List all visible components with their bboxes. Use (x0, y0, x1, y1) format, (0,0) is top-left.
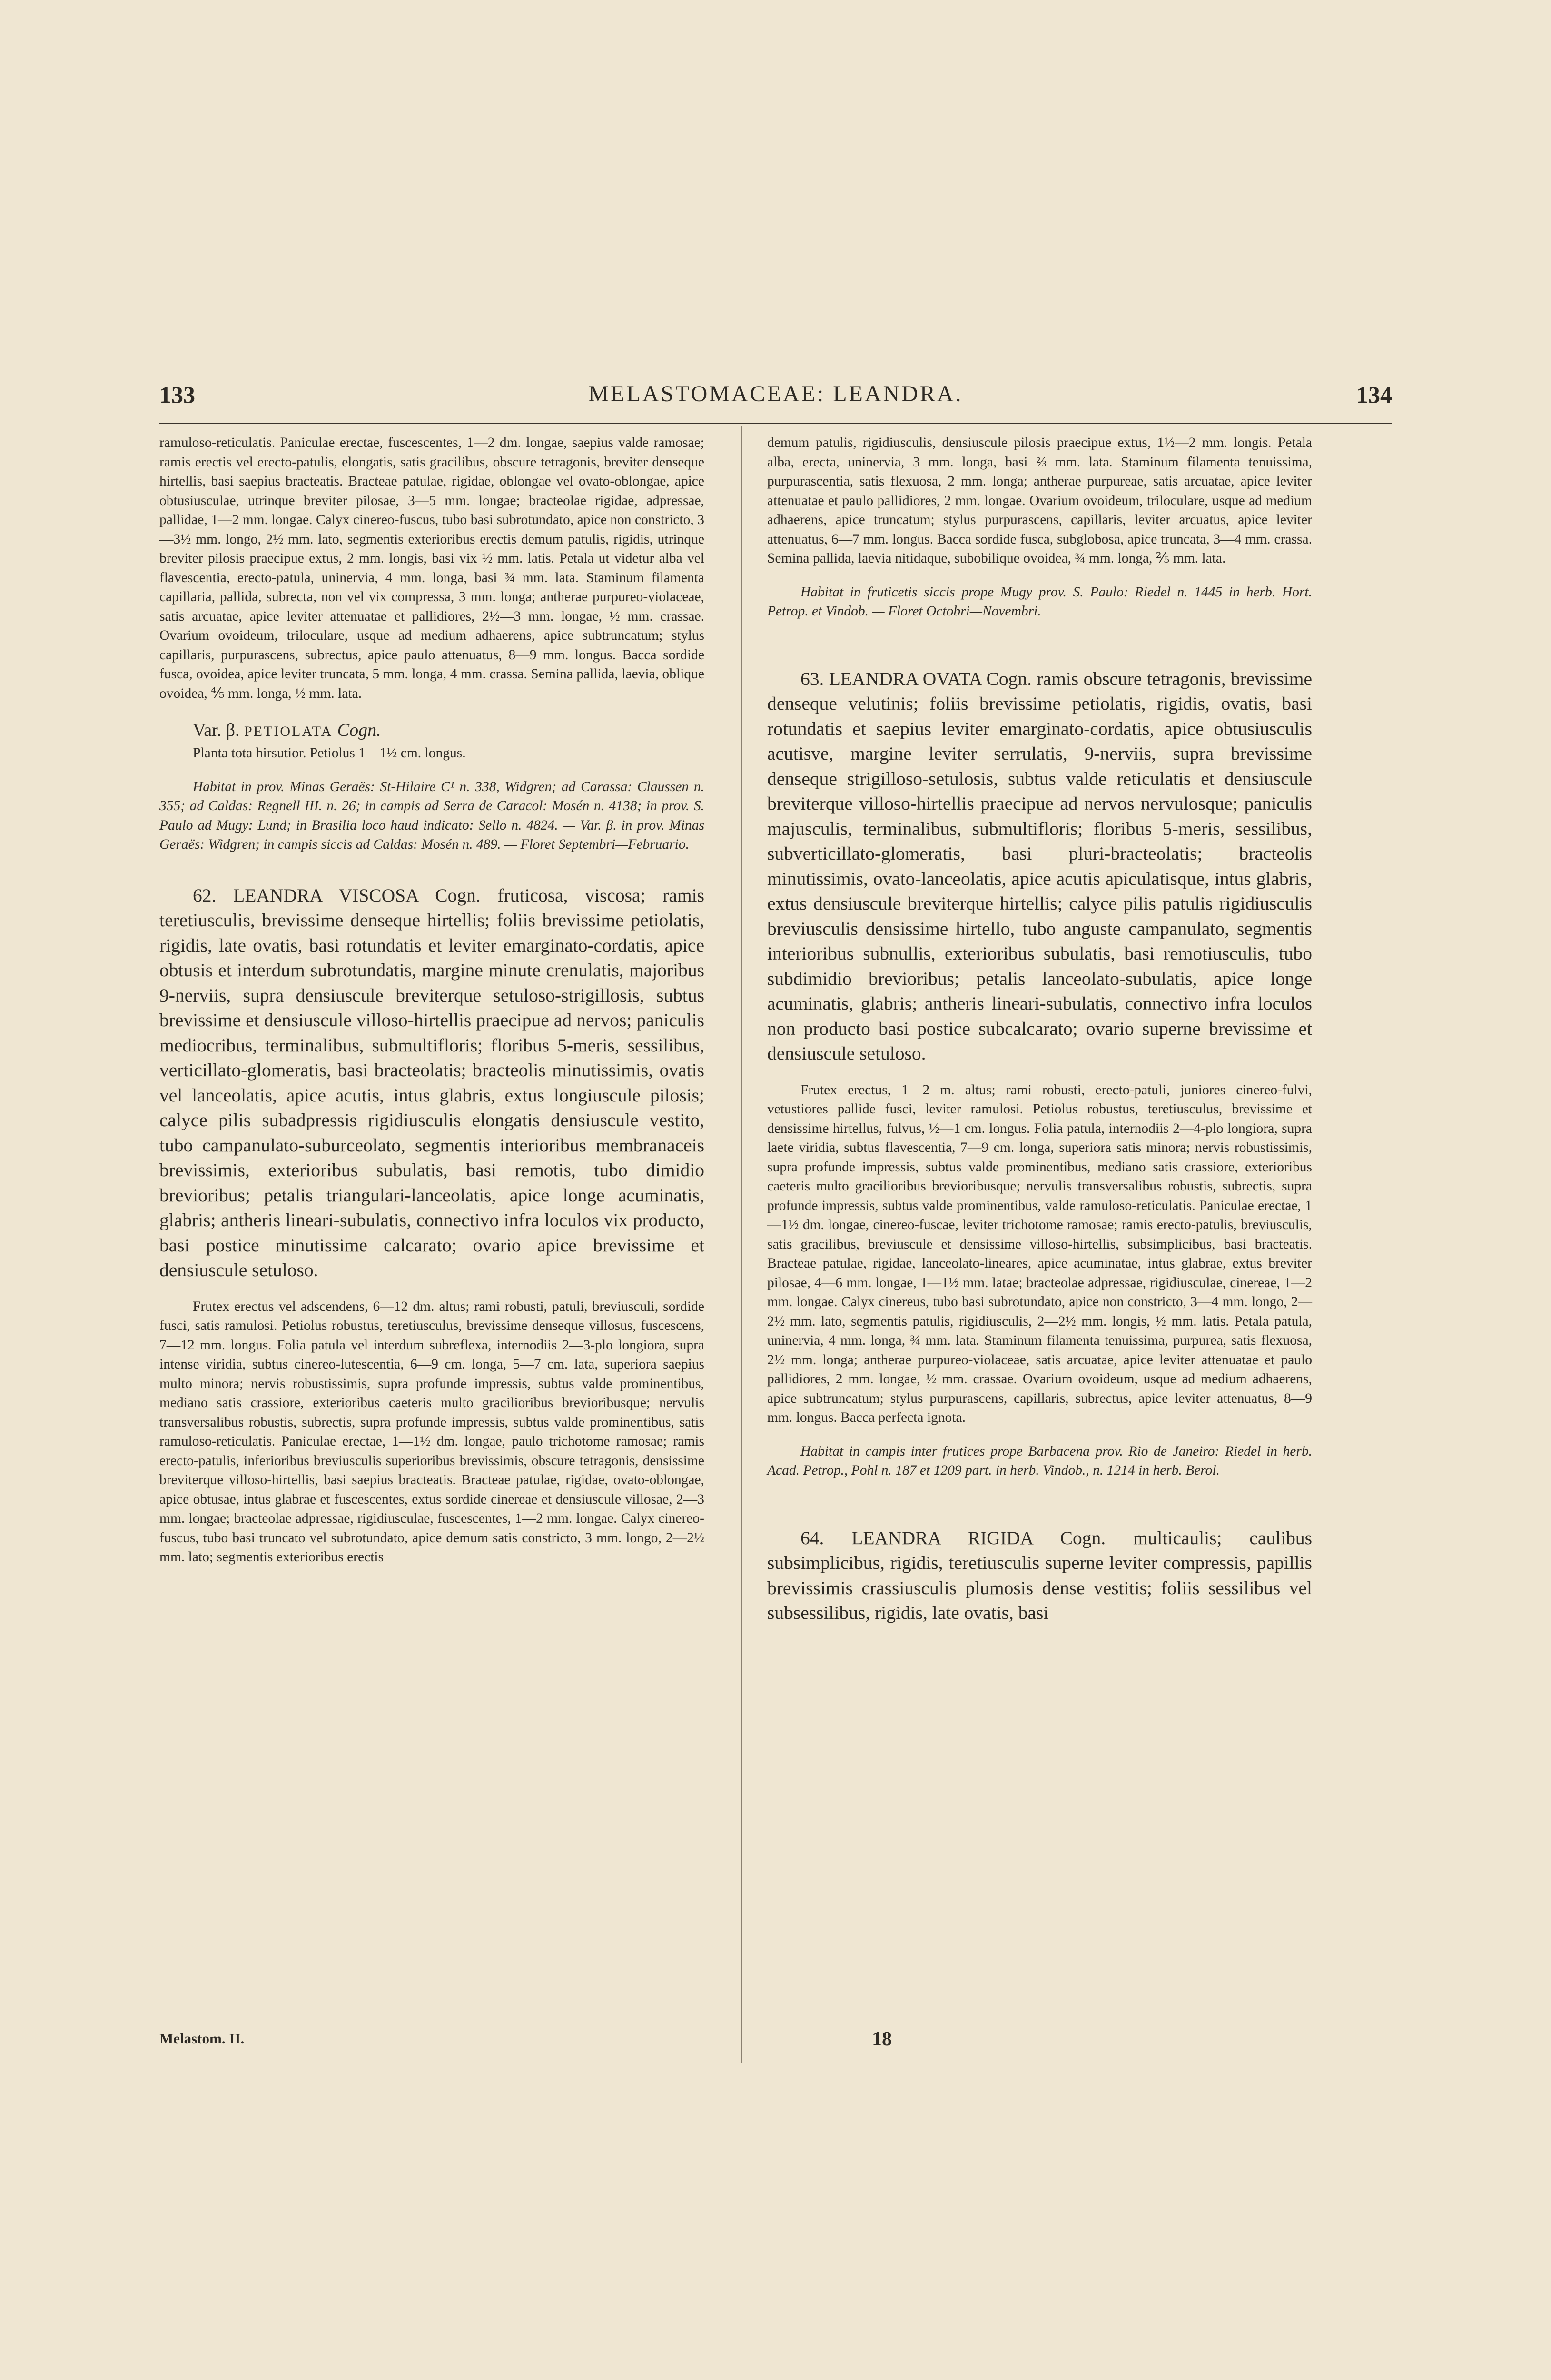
habitat-note-62: Habitat in fruticetis siccis prope Mugy prov. S. Paulo: Riedel n. 1445 in herb. Hort. Petrop. et Vindob. — Floret Octobri—Novembri. (767, 584, 1312, 619)
habitat-note-61: Habitat in prov. Minas Geraës: St-Hilaire C¹ n. 338, Widgren; ad Carassa: Claussen n. 355; ad Caldas: Regnell III. n. 26; in campis ad Serra de Caracol: Mosén n. 4138; in prov. S. Paulo ad Mugy: Lund; in Brasilia loco haud indicato: Sello n. 4824. — Var. β. in prov. Minas Geraës: Widgren; in campis siccis ad Caldas: Mosén n. 489. — Floret Septembri—Februario. (159, 779, 704, 852)
running-title: MELASTOMACEAE: LEANDRA. (588, 381, 963, 407)
description-continuation: ramuloso-reticulatis. Paniculae erectae, fuscescentes, 1—2 dm. longae, saepius valde ramosae; ramis erectis vel erecto-patulis, elongatis, satis gracilibus, obscure tetragonis, breviter denseque hirtellis, basi saepius bracteatis. Bracteae patulae, rigidae, oblongae vel ovato-oblongae, apice obtusiusculae, utrinque breviter pilosae, 3—5 mm. longae; bracteolae rigidae, adpressae, pallidae, 1—2 mm. longae. Calyx cinereo-fuscus, tubo basi subrotundato, apice non constricto, 3—3½ mm. longo, 2½ mm. lato, segmentis exterioribus erectis demum patulis, rigidis, utrinque breviter pilosis praecipue extus, 2 mm. longis, basi vix ½ mm. latis. Petala ut videtur alba vel flavescentia, erecto-patula, uninervia, 4 mm. longa, basi ¾ mm. lata. Staminum filamenta capillaria, pallida, subrecta, non vel vix compressa, 3 mm. longa; antherae purpureo-violaceae, satis arcuatae, apice leviter attenuatae et pallidiores, 2½—3 mm. longae, ½ mm. crassae. Ovarium ovoideum, triloculare, usque ad medium adhaerens, apice subtruncatum; stylus capillaris, purpurascens, subrectus, apice paulo attenuatus, 8—9 mm. longus. Bacca sordide fusca, ovoidea, apice leviter truncata, 5 mm. longa, 4 mm. crassa. Semina pallida, laevia, oblique ovoidea, ⅘ mm. longa, ½ mm. lata. (159, 435, 704, 701)
right-column (767, 433, 1312, 1626)
variety-name: PETIOLATA (244, 724, 333, 739)
variety-author: Cogn. (337, 720, 381, 740)
species-64-diagnosis: 64. LEANDRA RIGIDA Cogn. multicaulis; caulibus subsimplicibus, rigidis, teretiusculis superne leviter compressis, papillis brevissimis crassiusculis plumosis dense vestitis; foliis sessilibus vel subsessilibus, rigidis, late ovatis, basi (767, 1527, 1312, 1623)
species-62-description: Frutex erectus vel adscendens, 6—12 dm. altus; rami robusti, patuli, breviusculi, sordide fusci, satis ramulosi. Petiolus robustus, teretiusculus, brevissime denseque villosus, fuscescens, 7—12 mm. longus. Folia patula vel interdum subreflexa, internodiis 2—3-plo longiora, supra intense viridia, subtus cinereo-lutescentia, 6—9 cm. longa, 5—7 cm. lata, superiora saepius multo minora; nervis robustissimis, supra profunde impressis, subtus valde prominentibus, mediano satis crassiore, exterioribus caeteris multo gracilioribus brevioribusque; nervulis transversalibus robustis, subrectis, supra profunde impressis, subtus valde prominentibus, satis ramuloso-reticulatis. Paniculae erectae, 1—1½ dm. longae, paulo trichotome ramosae; ramis erecto-patulis, inferioribus breviusculis superioribus brevissimis, obscure tetragonis, densissime breviterque villoso-hirtellis, basi saepius bracteatis. Bracteae patulae, rigidae, ovato-oblongae, apice obtusae, intus glabrae et fuscescentes, extus sordide cinereae et densiuscule villosae, 2—3 mm. longae; bracteolae adpressae, rigidiusculae, fuscescentes, 1—2 mm. longae. Calyx cinereo-fuscus, tubo basi truncato vel subrotundato, apice demum satis constricto, 3 mm. longo, 2—2½ mm. lato; segmentis exterioribus erectis (159, 1299, 704, 1565)
page-number-left: 133 (159, 381, 195, 408)
page-number-right: 134 (1356, 381, 1392, 408)
signature-mark: 18 (872, 2028, 892, 2050)
species-63-description: Frutex erectus, 1—2 m. altus; rami robusti, erecto-patuli, juniores cinereo-fulvi, vetustiores pallide fusci, leviter ramulosi. Petiolus robustus, teretiusculus, brevissime et densissime hirtellus, fulvus, ½—1 cm. longus. Folia patula, internodiis 2—4-plo longiora, supra laete viridia, subtus flavescentia, 7—9 cm. longa, superiora satis minora; nervis robustissimis, supra profunde impressis, subtus valde prominentibus, mediano satis crassiore, exterioribus caeteris multo gracilioribus brevioribusque; nervulis transversalibus robustis, subrectis, supra profunde impressis, subtus valde prominentibus, valde ramuloso-reticulatis. Paniculae erectae, 1—1½ dm. longae, cinereo-fuscae, leviter trichotome ramosae; ramis erecto-patulis, breviusculis, satis gracilibus, breviuscule et densissime villoso-hirtellis, subsimplicibus, basi bracteatis. Bracteae patulae, rigidae, lanceolato-lineares, apice acuminatae, intus glabrae, extus breviter pilosae, 4—6 mm. longae, 1—1½ mm. latae; bracteolae adpressae, rigidiusculae, cinereae, 1—2 mm. longae. Calyx cinereus, tubo basi subrotundato, apice non constricto, 3—4 mm. longo, 2—2½ mm. lato, segmentis patulis, rigidiusculis, 2—2½ mm. longis, ½ mm. latis. Petala patula, uninervia, 4 mm. longa, ¾ mm. lata. Staminum filamenta tenuissima, purpurea, satis flexuosa, 2½ mm. longa; antherae purpureo-violaceae, satis arcuatae, apice leviter attenuatae et paulo pallidiores, 2 mm. longae, ½ mm. crassae. Ovarium ovoideum, usque ad medium adhaerens, apice subtruncatum; stylus purpurascens, capillaris, subrectus, apice leviter attenuatus, 8—9 mm. longus. Bacca perfecta ignota. (767, 1082, 1312, 1425)
page-header (159, 381, 1392, 424)
column-divider (741, 426, 742, 2063)
habitat-note-63: Habitat in campis inter frutices prope Barbacena prov. Rio de Janeiro: Riedel in herb. Acad. Petrop., Pohl n. 187 et 1209 part. in herb. Vindob., n. 1214 in herb. Berol. (767, 1443, 1312, 1478)
species-62-diagnosis: 62. LEANDRA VISCOSA Cogn. fruticosa, viscosa; ramis teretiusculis, brevissime denseque hirtellis; foliis brevissime petiolatis, rigidis, late ovatis, basi rotundatis et leviter emarginato-cordatis, apice obtusis et interdum subrotundatis, margine minute crenulatis, majoribus 9-nerviis, supra densiuscule breviterque setuloso-strigillosis, subtus brevissime et densiuscule villoso-hirtellis praecipue ad nervos; paniculis mediocribus, terminalibus, submultifloris; floribus 5-meris, sessilibus, verticillato-glomeratis, basi bracteolatis; bracteolis minutissimis, ovatis vel lanceolatis, apice acutis, intus glabris, extus longiuscule pilosis; calyce pilis subadpressis rigidiusculis elongatis densiuscule vestito, tubo campanulato-suburceolato, segmentis interioribus membranaceis brevissimis, exterioribus subulatis, basi remotis, tubo dimidio brevioribus; petalis triangulari-lanceolatis, apice longe acuminatis, glabris; antheris lineari-subulatis, connectivo infra loculos vix producto, basi postice minutissime calcarato; ovario apice brevissime et densiuscule setuloso. (159, 884, 704, 1280)
variety-heading (159, 718, 704, 744)
footer-volume: Melastom. II. (159, 2030, 245, 2047)
header-rule (159, 423, 1392, 424)
variety-prefix: Var. β. (193, 720, 240, 740)
species-63-diagnosis: 63. LEANDRA OVATA Cogn. ramis obscure tetragonis, brevissime denseque velutinis; foliis brevissime petiolatis, rigidis, ovatis, basi rotundatis et saepius leviter emarginato-cordatis, apice obtusiusculis acutisve, margine leviter serrulatis, 9-nerviis, supra brevissime denseque strigilloso-setulosis, subtus valde reticulatis et densiuscule breviterque villoso-hirtellis praecipue ad nervos nervulosque; paniculis majusculis, terminalibus, submultifloris; floribus 5-meris, sessilibus, subverticillato-glomeratis, basi pluri-bracteolatis; bracteolis minutissimis, ovato-lanceolatis, apice acutis apiculatisque, intus glabris, extus densiuscule breviterque hirtellis; calyce pilis patulis rigidiusculis breviusculis densissime hirtello, tubo anguste campanulato, segmentis interioribus subnullis, exterioribus subulatis, basi remotiusculis, tubo subdimidio brevioribus; petalis lanceolato-subulatis, apice longe acuminatis, glabris; antheris lineari-subulatis, connectivo infra loculos non producto basi postice subcalcarato; ovario superne brevissime et densiuscule setuloso. (767, 668, 1312, 1064)
variety-description: Planta tota hirsutior. Petiolus 1—1½ cm. longus. (193, 745, 466, 761)
left-column (159, 433, 704, 1567)
description-continuation-right: demum patulis, rigidiusculis, densiuscule pilosis praecipue extus, 1½—2 mm. longis. Petala alba, erecta, uninervia, 3 mm. longa, basi ⅔ mm. lata. Staminum filamenta tenuissima, purpurascentia, satis flexuosa, 2 mm. longa; antherae purpureae, satis arcuatae, apice leviter attenuatae et paulo pallidiores, 2 mm. longae. Ovarium ovoideum, triloculare, usque ad medium adhaerens, apice truncatum; stylus purpurascens, capillaris, leviter arcuatus, apice leviter attenuatus, 6—7 mm. longus. Bacca sordide fusca, subglobosa, apice truncata, 3—4 mm. crassa. Semina pallida, laevia nitidaque, subobilique ovoidea, ¾ mm. longa, ⅖ mm. lata. (767, 435, 1312, 566)
